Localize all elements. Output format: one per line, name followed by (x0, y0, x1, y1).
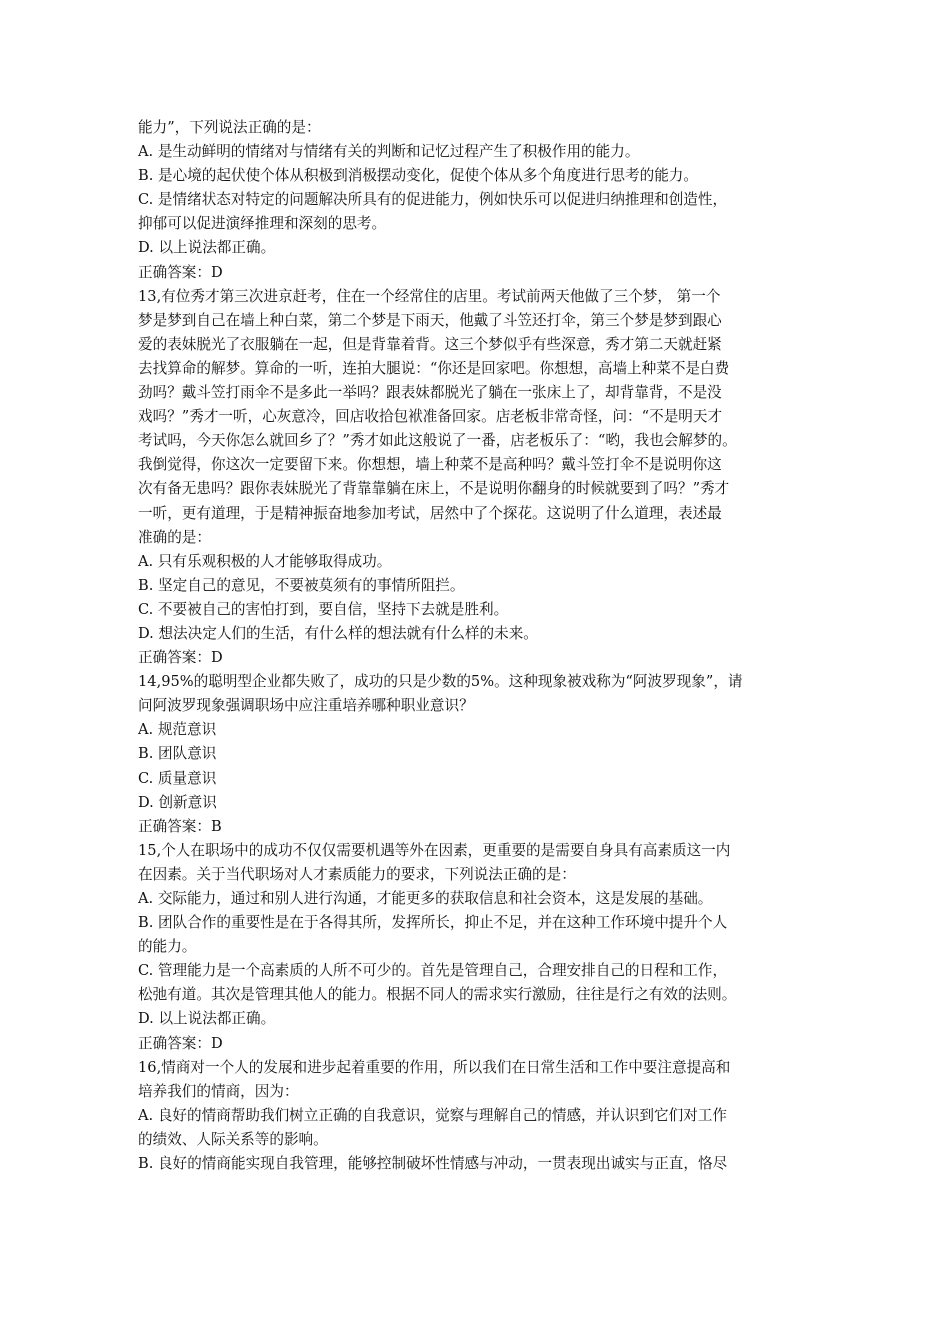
text-line: 正确答案：B (138, 817, 222, 835)
question-block-q16 (138, 1056, 814, 1176)
text-line: 问阿波罗现象强调职场中应注重培养哪种职业意识？ (138, 697, 474, 715)
text-line: C. 管理能力是一个高素质的人所不可少的。首先是管理自己，合理安排自己的日程和工作， (138, 962, 728, 980)
text-line: 能力”，下列说法正确的是： (138, 119, 321, 136)
text-line: 去找算命的解梦。算命的一听，连拍大腿说：“你还是回家吧。你想想，高墙上种菜不是白费 (138, 359, 730, 377)
text-line: 抑郁可以促进演绎推理和深刻的思考。 (138, 215, 387, 233)
text-line: A. 良好的情商帮助我们树立正确的自我意识，觉察与理解自己的情感，并认识到它们对工作 (138, 1106, 727, 1124)
question-block-q12-tail (138, 116, 814, 285)
text-line: 培养我们的情商，因为： (138, 1082, 299, 1100)
question-block-q15 (138, 839, 814, 1056)
text-line: 戏吗？”秀才一听，心灰意冷，回店收拾包袱准备回家。店老板非常奇怪，问：“不是明天才 (138, 408, 723, 426)
text-line: 梦是梦到自己在墙上种白菜，第二个梦是下雨天，他戴了斗笠还打伞，第三个梦是梦到跟心 (138, 311, 722, 329)
text-line: A. 是生动鲜明的情绪对与情绪有关的判断和记忆过程产生了积极作用的能力。 (138, 143, 640, 161)
text-line: 的绩效、人际关系等的影响。 (138, 1130, 328, 1148)
text-line: A. 交际能力，通过和别人进行沟通，才能更多的获取信息和社会资本，这是发展的基础。 (138, 890, 713, 907)
text-line: 16,情商对一个人的发展和进步起着重要的作用，所以我们在日常生活和工作中要注意提高和 (138, 1058, 731, 1076)
text-line: 正确答案：D (138, 1034, 223, 1052)
text-line: 一听，更有道理，于是精神振奋地参加考试，居然中了个探花。这说明了什么道理，表述最 (138, 504, 722, 522)
text-line: C. 是情绪状态对特定的问题解决所具有的促进能力，例如快乐可以促进归纳推理和创造性， (138, 191, 728, 209)
text-line: 的能力。 (138, 938, 197, 956)
text-line: 13,有位秀才第三次进京赶考，住在一个经常住的店里。考试前两天他做了三个梦， 第一个 (138, 287, 721, 305)
text-line: C. 不要被自己的害怕打到，要自信，坚持下去就是胜利。 (138, 600, 509, 618)
text-line: B. 良好的情商能实现自我管理，能够控制破坏性情感与冲动，一贯表现出诚实与正直，恪尽 (138, 1155, 728, 1173)
text-line: D. 以上说法都正确。 (138, 1010, 276, 1028)
text-line: B. 是心境的起伏使个体从积极到消极摆动变化，促使个体从多个角度进行思考的能力。 (138, 167, 698, 185)
text-line: 正确答案：D (138, 649, 223, 667)
text-line: D. 创新意识 (138, 793, 217, 811)
text-line: 在因素。关于当代职场对人才素质能力的要求，下列说法正确的是： (138, 865, 576, 883)
text-line: B. 团队合作的重要性是在于各得其所，发挥所长，抑止不足，并在这种工作环境中提升个人 (138, 914, 728, 932)
text-line: C. 质量意识 (138, 769, 217, 787)
text-line: D. 想法决定人们的生活，有什么样的想法就有什么样的未来。 (138, 624, 538, 642)
document-page (138, 116, 814, 1176)
text-line: B. 坚定自己的意见，不要被莫须有的事情所阻拦。 (138, 576, 465, 594)
text-line: 次有备无患吗？跟你表妹脱光了背靠靠躺在床上，不是说明你翻身的时候就要到了吗？”秀才 (138, 480, 730, 498)
text-line: A. 只有乐观积极的人才能够取得成功。 (138, 552, 392, 570)
text-line: 15,个人在职场中的成功不仅仅需要机遇等外在因素，更重要的是需要自身具有高素质这一内 (138, 841, 731, 859)
text-line: B. 团队意识 (138, 745, 217, 763)
text-line: 我倒觉得，你这次一定要留下来。你想想，墙上种菜不是高种吗？戴斗笠打伞不是说明你这 (138, 456, 722, 474)
text-line: 14,95%的聪明型企业都失败了，成功的只是少数的5%。这种现象被戏称为“阿波罗现象”，请 (138, 673, 743, 691)
text-line: D. 以上说法都正确。 (138, 239, 276, 257)
text-line: 松弛有道。其次是管理其他人的能力。根据不同人的需求实行激励，往往是行之有效的法则。 (138, 986, 737, 1004)
question-block-q13 (138, 285, 814, 671)
text-line: 劲吗？戴斗笠打雨伞不是多此一举吗？跟表妹都脱光了躺在一张床上了，却背靠背，不是没 (138, 384, 722, 402)
text-line: 准确的是： (138, 528, 211, 546)
text-line: 爱的表妹脱光了衣服躺在一起，但是背靠着背。这三个梦似乎有些深意，秀才第二天就赶紧 (138, 335, 722, 353)
text-line: A. 规范意识 (138, 721, 217, 739)
text-line: 考试吗，今天你怎么就回乡了？”秀才如此这般说了一番，店老板乐了：“哟，我也会解梦的。 (138, 432, 737, 450)
question-block-q14 (138, 670, 814, 839)
text-line: 正确答案：D (138, 263, 223, 281)
